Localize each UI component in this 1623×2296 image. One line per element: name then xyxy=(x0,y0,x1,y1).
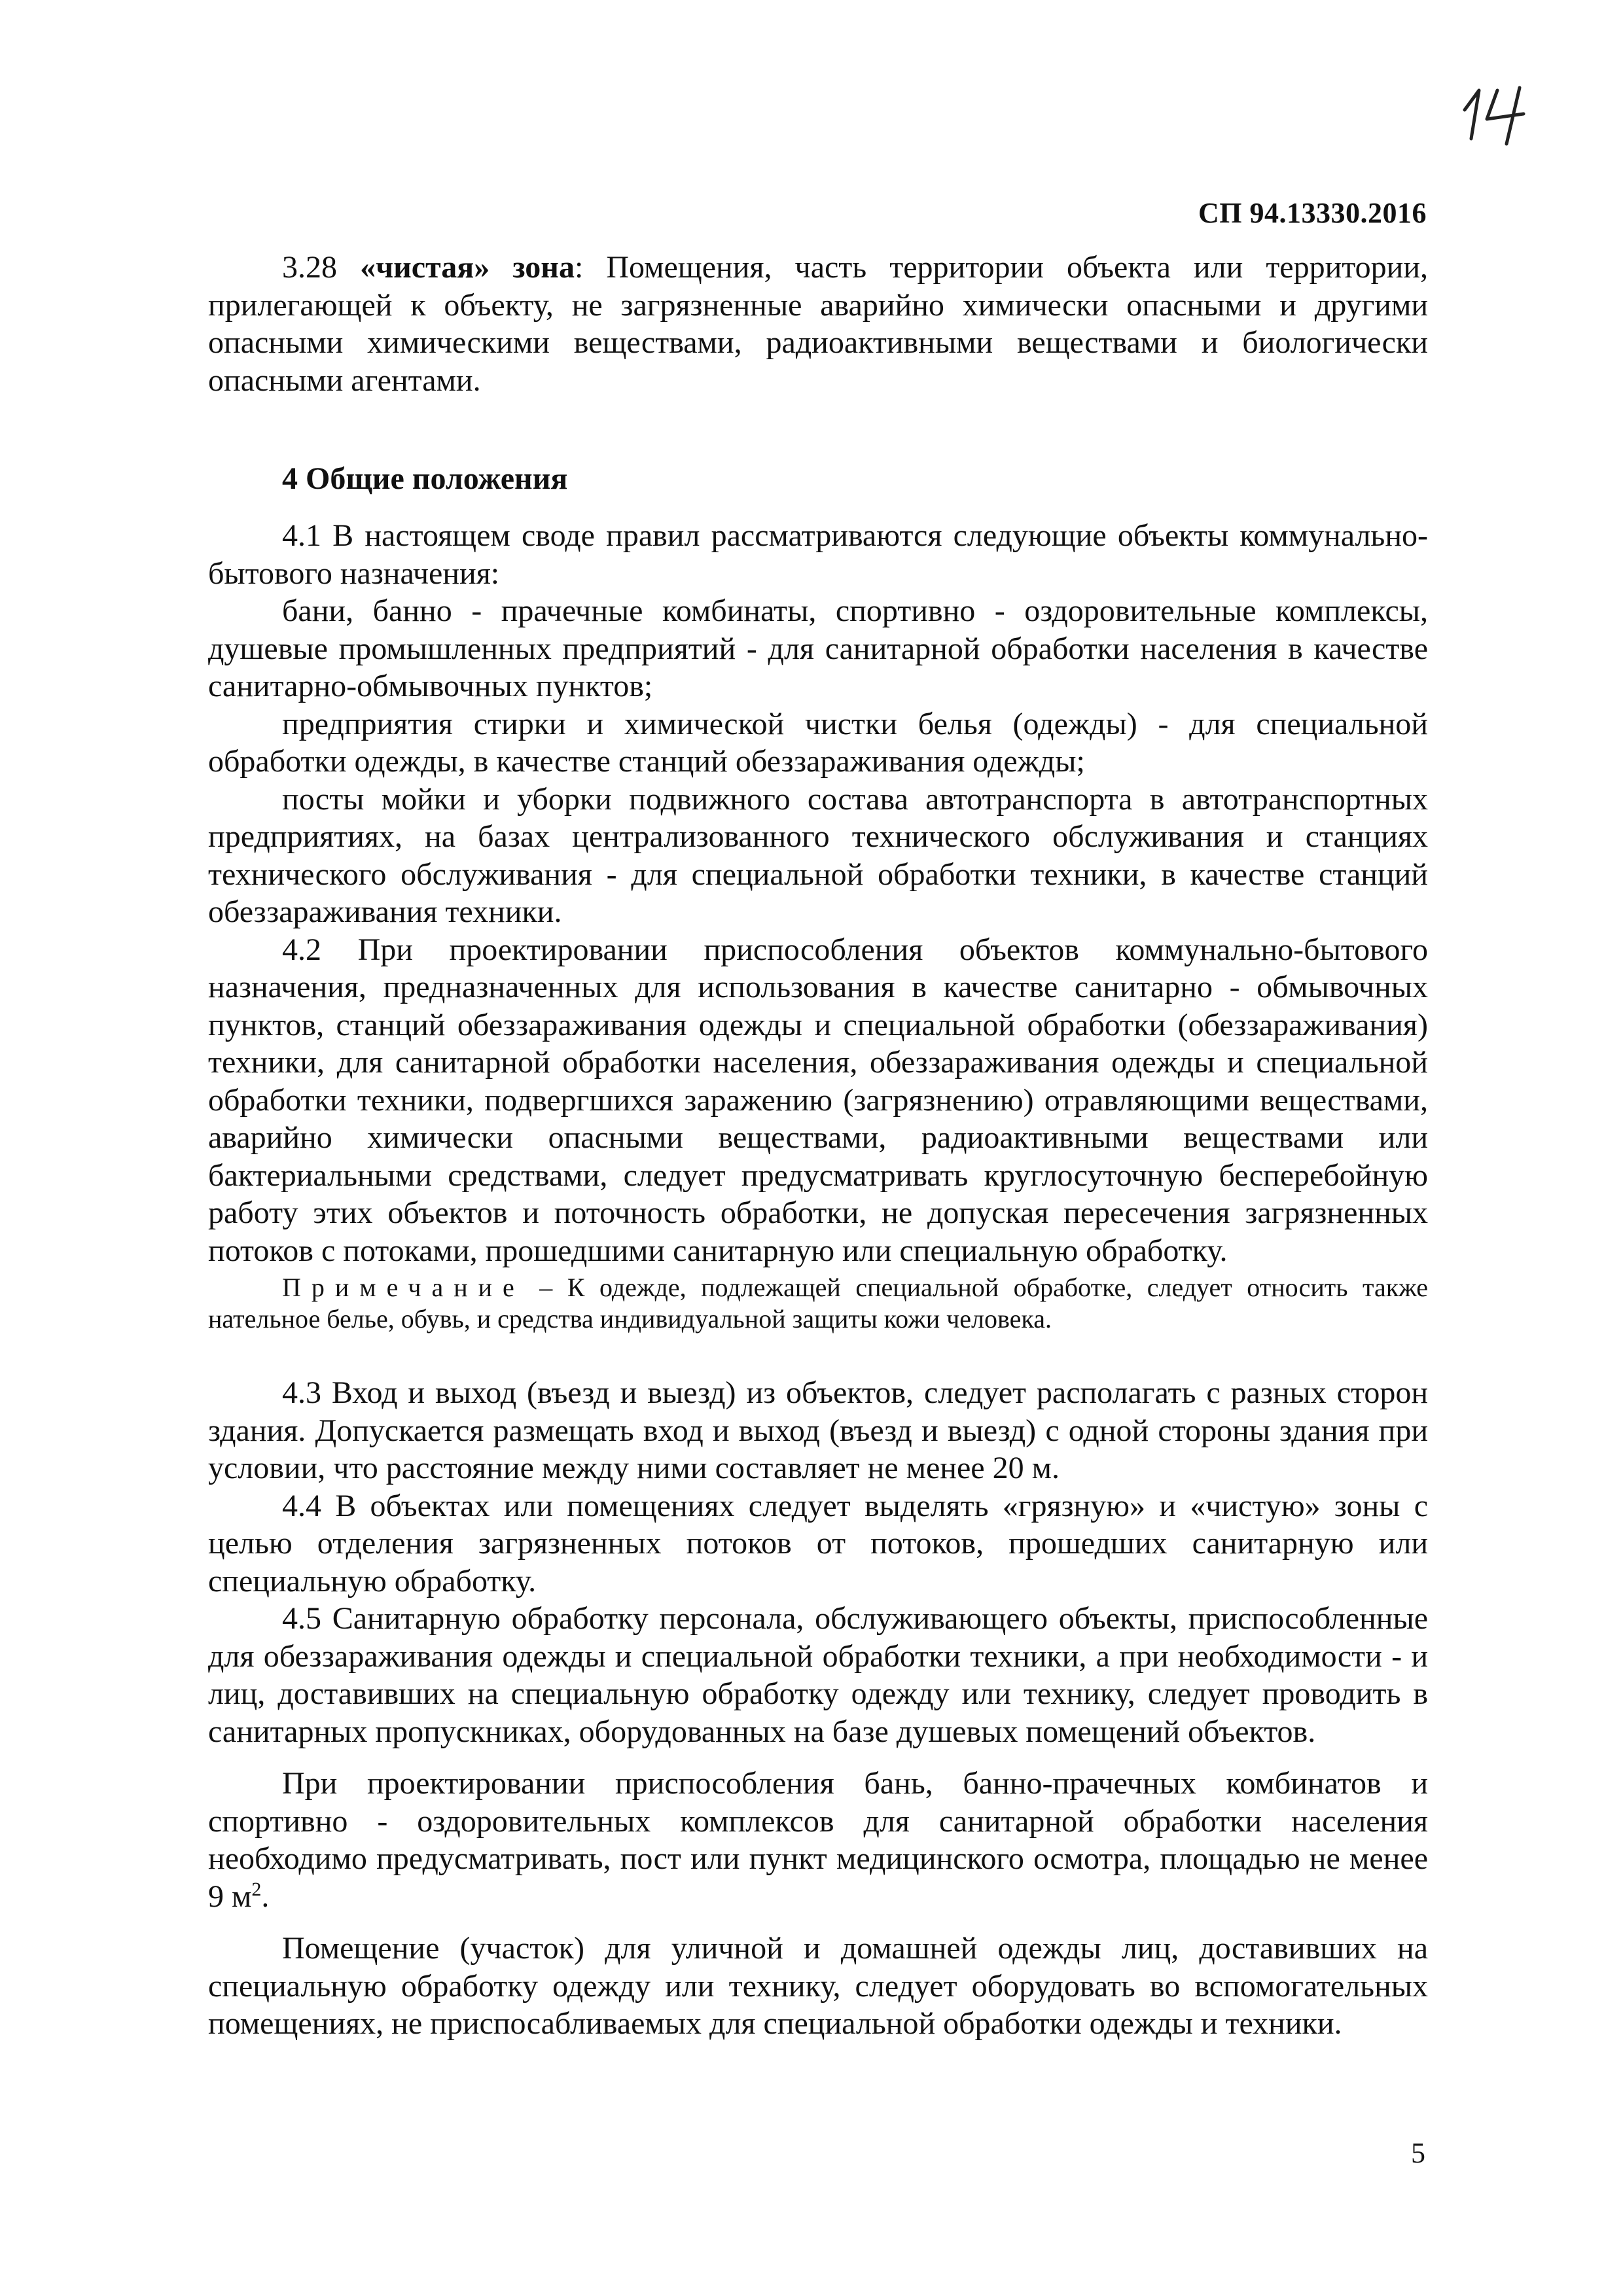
paragraph-4-3: 4.3 Вход и выход (въезд и выезд) из объектов, следует располагать с разных сторон здания. Допускается размещать вход и выход (въезд и выезд) с одной стороны здания при условии, что расстояние между ними составляет не менее 20 м. xyxy=(208,1375,1428,1485)
term-name: «чистая» зона xyxy=(360,250,575,285)
paragraph-4-5: 4.5 Санитарную обработку персонала, обслуживающего объекты, приспособленные для обеззараживания одежды и специальной обработки техники, а при необходимости - и лиц, доставивших на специальную обработку одежду или технику, следует проводить в санитарных пропускниках, оборудованных на базе душевых помещений объектов. xyxy=(208,1601,1428,1749)
medical-post-end: . xyxy=(261,1879,270,1914)
paragraph-4-1-item-baths: бани, банно - прачечные комбинаты, спортивно - оздоровительные комплексы, душевые промышленных предприятий - для санитарной обработки населения в качестве санитарно-обмывочных пунктов; xyxy=(208,593,1428,703)
superscript-2: 2 xyxy=(251,1878,262,1900)
document-code: СП 94.13330.2016 xyxy=(1198,197,1427,229)
document-body xyxy=(208,249,1428,2043)
term-number: 3.28 xyxy=(282,250,361,285)
paragraph-4-4: 4.4 В объектах или помещениях следует выделять «грязную» и «чистую» зоны с целью отделения загрязненных потоков от потоков, прошедших санитарную или специальную обработку. xyxy=(208,1488,1428,1598)
note-text: – К одежде, подлежащей специальной обработке, следует относить также нательное белье, обувь, и средства индивидуальной защиты кожи человека. xyxy=(208,1273,1428,1333)
paragraph-4-5-street-clothes: Помещение (участок) для уличной и домашней одежды лиц, доставивших на специальную обработку одежду или технику, следует оборудовать во вспомогательных помещениях, не приспосабливаемых для специальной обработки одежды и техники. xyxy=(208,1931,1428,2041)
paragraph-4-2: 4.2 При проектировании приспособления объектов коммунально-бытового назначения, предназначенных для использования в качестве санитарно - обмывочных пунктов, станций обеззараживания одежды и специальной обработки (обеззараживания) техники, для санитарной обработки населения, обеззараживания одежды и специальной обработки техники, подвергшихся заражению (загрязнению) отравляющими веществами, аварийно химически опасными веществами, радиоактивными веществами или бактериальными средствами, следует предусматривать круглосуточную бесперебойную работу этих объектов и поточность обработки, не допуская пересечения загрязненных потоков с потоками, прошедшими санитарную или специальную обработку. xyxy=(208,932,1428,1268)
note-label: Примечание xyxy=(282,1273,525,1302)
paragraph-4-1-item-laundry: предприятия стирки и химической чистки белья (одежды) - для специальной обработки одежды, в качестве станций обеззараживания одежды; xyxy=(208,706,1428,779)
page-number: 5 xyxy=(1411,2137,1425,2169)
handwritten-sheet-number xyxy=(1459,79,1538,150)
paragraph-4-1-item-car-wash: посты мойки и уборки подвижного состава автотранспорта в автотранспортных предприятиях, на базах централизованного технического обслуживания и станциях технического обслуживания - для специальной обработки техники, в качестве станций обеззараживания техники. xyxy=(208,781,1428,929)
term-3-28-paragraph xyxy=(208,249,1428,399)
paragraph-4-5-medical-post xyxy=(208,1765,1428,1915)
paragraph-4-1: 4.1 В настоящем своде правил рассматриваются следующие объекты коммунально-бытового назначения: xyxy=(208,518,1428,591)
section-heading: 4 Общие положения xyxy=(282,461,568,496)
medical-post-text: При проектировании приспособления бань, банно-прачечных комбинатов и спортивно - оздоровительных комплексов для санитарной обработки населения необходимо предусматривать, пост или пункт медицинского осмотра, площадью не менее 9 м xyxy=(208,1766,1428,1914)
note xyxy=(208,1272,1428,1335)
term-definition: : Помещения, часть территории объекта или территории, прилегающей к объекту, не загрязненные аварийно химически опасными и другими опасными химическими веществами, радиоактивными веществами и биологически опасными агентами. xyxy=(208,250,1429,398)
